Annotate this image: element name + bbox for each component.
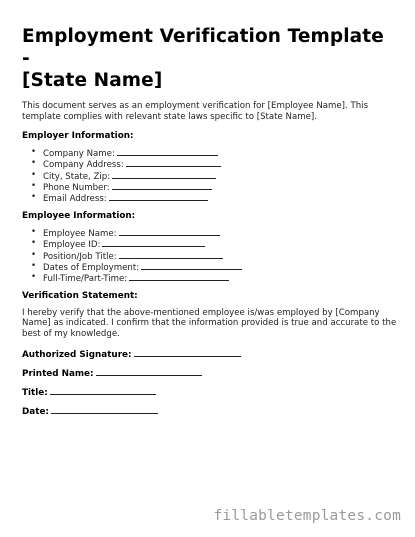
phone-number-blank[interactable] [112,182,212,190]
field-label: Phone Number: [43,182,110,193]
signature-label: Title: [22,387,48,398]
signature-label: Date: [22,406,49,417]
signature-label: Authorized Signature: [22,349,132,360]
title-line-2: [State Name] [22,70,163,91]
city-state-zip-blank[interactable] [112,171,216,179]
company-name-field [31,148,397,159]
printed-name-line [22,368,397,380]
field-label: Position/Job Title: [43,251,117,262]
intro-paragraph: This document serves as an employment verification for [Employee Name]. This template complies with relevant state laws specific to [State Name]. [22,101,369,122]
employee-id-field [31,239,397,250]
authorized-signature-blank[interactable] [134,349,241,357]
printed-name-blank[interactable] [96,368,202,376]
position-job-title-blank[interactable] [119,251,223,259]
employee-name-blank[interactable] [119,228,220,236]
employee-section-heading: Employee Information: [22,211,136,222]
field-label: Email Address: [43,194,107,204]
verification-statement: I hereby verify that the above-mentioned employee is/was employed by [Company Name] as indicated. I confirm that the information provided is true and accurate to the best of my knowledge. [22,308,397,339]
email-address-field [31,193,397,204]
email-address-blank[interactable] [109,193,208,201]
phone-number-field [31,182,397,193]
full-time-part-time-blank[interactable] [129,273,229,281]
company-address-field [31,159,397,170]
dates-of-employment-field [31,262,397,273]
employee-fields-list [22,228,397,284]
city-state-zip-field [31,171,397,182]
document-title [22,26,397,92]
title-blank[interactable] [50,387,156,395]
title-line [22,387,397,399]
site-watermark: fillabletemplates.com [213,508,401,524]
authorized-signature-line [22,349,397,361]
field-label: Employee ID: [43,240,101,251]
document-page [22,26,397,418]
signature-label: Printed Name: [22,368,94,379]
field-label: Company Address: [43,160,124,171]
employee-id-blank[interactable] [102,239,205,247]
title-line-1: Employment Verification Template - [22,26,384,69]
company-name-blank[interactable] [117,148,218,156]
full-time-part-time-field [31,273,397,284]
field-label: Full-Time/Part-Time: [43,274,128,285]
field-label: Company Name: [43,149,115,160]
field-label: Employee Name: [43,229,117,240]
dates-of-employment-blank[interactable] [141,262,242,270]
company-address-blank[interactable] [126,159,221,167]
verification-section-heading: Verification Statement: [22,291,138,302]
date-line [22,406,397,418]
field-label: Dates of Employment: [43,262,140,273]
position-job-title-field [31,251,397,262]
employee-name-field [31,228,397,239]
field-label: City, State, Zip: [43,171,111,182]
employer-section-heading: Employer Information: [22,131,134,142]
date-blank[interactable] [51,406,158,414]
employer-fields-list [22,148,397,204]
